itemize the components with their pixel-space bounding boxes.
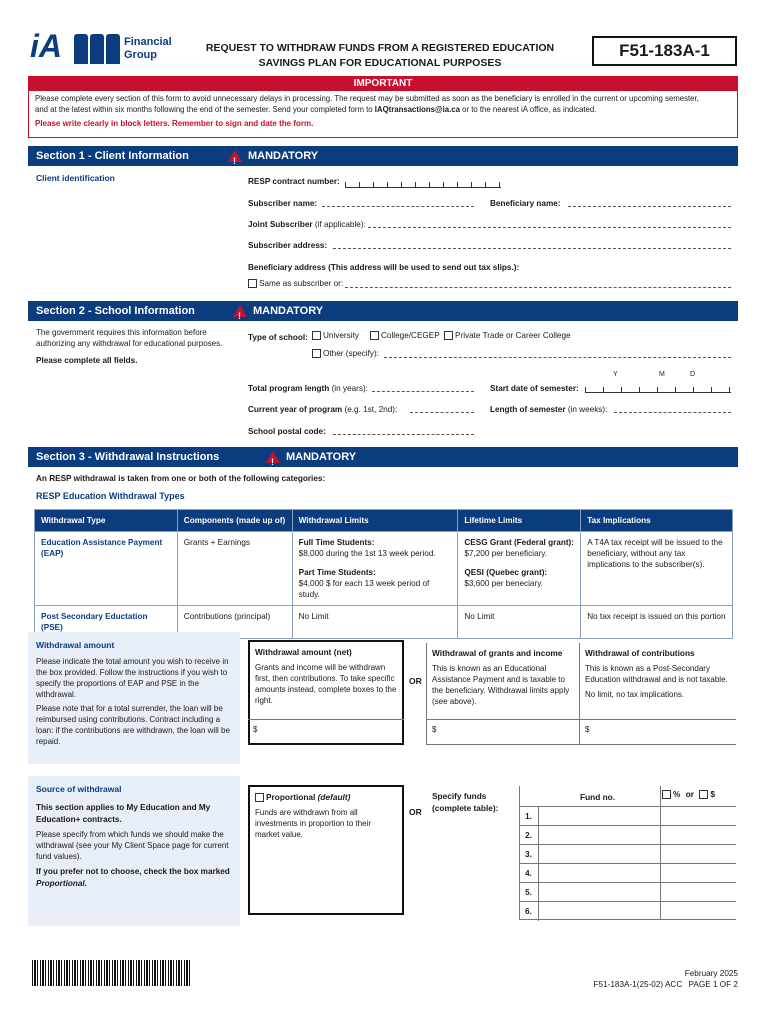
source-heading: Source of withdrawal	[36, 784, 122, 794]
logo-text-2: Group	[124, 49, 157, 61]
current-year-note: (e.g. 1st, 2nd):	[344, 405, 398, 414]
fund-no-header: Fund no.	[580, 792, 616, 802]
semester-length-note: (in weeks):	[567, 405, 608, 414]
resp-contract-field[interactable]	[345, 179, 501, 188]
date-y-label: Y	[613, 371, 618, 378]
important-text-2a: and at the latest within six months following the end of the semester. Send your completed form to	[35, 105, 375, 114]
warning-icon	[228, 150, 242, 162]
fund-row-number: 1.	[519, 807, 539, 826]
same-as-subscriber-label: Same as subscriber or:	[259, 279, 344, 288]
subscriber-name-field[interactable]	[322, 199, 474, 207]
withdrawal-amount-text-1: Please indicate the total amount you wish to receive in the box provided. Follow the instructions if you wish to specify the proportions of EAP and PSE in the withdrawal.	[36, 657, 229, 699]
current-year-field[interactable]	[410, 405, 474, 413]
fund-row[interactable]	[519, 844, 736, 863]
section1-mandatory-wrap	[228, 146, 318, 166]
important-text-2b: or to the nearest iA office, as indicated.	[459, 105, 597, 114]
footer-code-line	[540, 979, 738, 990]
total-length-main: Total program length	[248, 384, 330, 393]
table-header: Lifetime Limits	[458, 510, 581, 532]
joint-subscriber-label-main: Joint Subscriber	[248, 220, 313, 229]
eap-limits	[292, 532, 458, 606]
net-amount-title: Withdrawal amount (net)	[255, 647, 352, 657]
joint-subscriber-label	[248, 220, 366, 229]
start-date-field[interactable]	[585, 383, 731, 393]
footer-code: F51-183A-1(25-02) ACC	[593, 980, 683, 989]
proportional-checkbox[interactable]	[255, 793, 264, 802]
beneficiary-address-field[interactable]	[345, 280, 731, 288]
logo-text-1: Financial	[124, 36, 172, 48]
grants-text: This is known as an Educational Assistance Payment and is taxable to the beneficiary. Withdrawal limits apply (see above).	[432, 664, 570, 706]
table-header: Withdrawal Type	[35, 510, 178, 532]
private-label: Private Trade or Career College	[455, 331, 571, 340]
total-length-field[interactable]	[372, 384, 474, 392]
footer	[540, 968, 738, 990]
unit-header	[662, 789, 715, 799]
dollar-label: $	[710, 789, 715, 799]
net-amount-field[interactable]	[248, 719, 404, 745]
source-specify-text: Please specify from which funds we should make the withdrawal (see your My Client Space page for current fund values).	[36, 830, 229, 861]
school-university[interactable]	[312, 331, 359, 340]
withdrawal-amount-heading: Withdrawal amount	[36, 640, 115, 650]
school-other[interactable]	[312, 349, 379, 358]
contrib-dollar: $	[585, 725, 590, 734]
barcode	[32, 960, 192, 986]
logo-brand: iA	[30, 28, 62, 64]
total-length-note: (in years):	[331, 384, 368, 393]
important-email[interactable]: IAQtransactions@ia.ca	[374, 105, 460, 114]
net-dollar: $	[253, 725, 258, 734]
parttime-value: $4,000 $ for each 13 week period of study.	[298, 579, 430, 599]
school-gov-text: The government requires this information before authorizing any withdrawal for educational purposes.	[36, 328, 223, 348]
grants-field[interactable]	[426, 719, 579, 745]
eap-lifetime	[458, 532, 581, 606]
fund-row[interactable]	[519, 882, 736, 901]
proportional-option[interactable]	[255, 792, 397, 802]
warning-icon	[266, 451, 280, 463]
page-title	[180, 41, 580, 71]
proportional-default: (default)	[317, 792, 351, 802]
current-year-main: Current year of program	[248, 405, 343, 414]
fulltime-value: $8,000 during the 1st 13 week period.	[298, 549, 436, 558]
or-small: or	[685, 789, 695, 799]
source-prefer-a: If you prefer not to choose, check the box marked	[36, 867, 230, 876]
eap-components: Grants + Earnings	[177, 532, 292, 606]
source-prefer-b: Proportional.	[36, 879, 87, 888]
footer-date: February 2025	[684, 969, 738, 978]
subscriber-address-label: Subscriber address:	[248, 241, 328, 250]
subscriber-address-field[interactable]	[333, 241, 731, 249]
beneficiary-name-field[interactable]	[568, 199, 731, 207]
logo	[30, 30, 180, 70]
school-complete-all: Please complete all fields.	[36, 356, 138, 365]
table-header: Withdrawal Limits	[292, 510, 458, 532]
pse-limit: No Limit	[292, 606, 458, 639]
table-header: Tax Implications	[581, 510, 733, 532]
qesi-value: $3,600 per beneciary.	[464, 579, 543, 588]
fund-row[interactable]	[519, 806, 736, 825]
page-title-line2: SAVINGS PLAN FOR EDUCATIONAL PURPOSES	[258, 57, 502, 69]
proportional-text: Funds are withdrawn from all investments in proportion to their market value.	[255, 808, 372, 840]
type-of-school-label: Type of school:	[248, 333, 308, 342]
total-length-label	[248, 384, 368, 393]
proportional-label: Proportional	[266, 792, 316, 802]
source-prefer	[36, 866, 232, 890]
pse-tax: No tax receipt is issued on this portion	[581, 606, 733, 639]
source-panel	[28, 776, 240, 926]
beneficiary-address-label: Beneficiary address (This address will be used to send out tax slips.):	[248, 263, 520, 272]
types-heading: RESP Education Withdrawal Types	[36, 491, 185, 501]
withdrawal-amount-text-2: Please note that for a total surrender, the loan will be reimbursed using contributions. Contract including a loan: if the contributions are withdrawn, the loan will be repaid.	[36, 704, 230, 746]
parttime-label: Part Time Students:	[298, 568, 376, 577]
proportional-box	[248, 785, 404, 915]
school-college[interactable]	[370, 331, 440, 340]
contrib-title: Withdrawal of contributions	[585, 648, 695, 658]
important-text-1: Please complete every section of this form to avoid unnecessary delays in processing. The request may be submitted as soon as the beneficiary is enrolled in the current or upcoming semester,	[35, 94, 699, 103]
section1-mandatory: MANDATORY	[248, 150, 319, 162]
date-d-label: D	[690, 371, 696, 378]
contrib-text-2: No limit, no tax implications.	[585, 690, 685, 699]
same-as-subscriber-checkbox[interactable]	[248, 279, 257, 288]
contrib-text-1: This is known as a Post-Secondary Education withdrawal and is not taxable.	[585, 664, 728, 684]
contrib-field[interactable]	[579, 719, 736, 745]
beneficiary-name-label: Beneficiary name:	[490, 199, 561, 208]
fund-row-number: 2.	[519, 826, 539, 845]
resp-contract-label: RESP contract number:	[248, 177, 340, 186]
same-as-subscriber[interactable]	[248, 279, 343, 288]
pse-lifetime: No Limit	[458, 606, 581, 639]
other-field[interactable]	[384, 350, 731, 358]
eap-type: Education Assistance Payment (EAP)	[35, 532, 178, 606]
fund-row[interactable]	[519, 863, 736, 882]
other-label: Other (specify):	[323, 349, 379, 358]
college-checkbox[interactable]	[370, 331, 379, 340]
important-box	[28, 76, 738, 138]
table-header-row	[35, 510, 733, 532]
fund-row[interactable]	[519, 901, 736, 920]
footer-page: PAGE 1 OF 2	[688, 980, 738, 989]
percent-label: %	[673, 789, 681, 799]
warning-icon	[233, 305, 247, 317]
important-text-2	[29, 104, 737, 115]
table-header: Components (made up of)	[177, 510, 292, 532]
fulltime-label: Full Time Students:	[298, 538, 375, 547]
grants-title: Withdrawal of grants and income	[432, 648, 563, 658]
dollar-checkbox[interactable]	[699, 790, 708, 799]
withdrawal-types-table	[34, 509, 733, 639]
eap-tax: A T4A tax receipt will be issued to the beneficiary, without any tax implications to the subscriber(s).	[581, 532, 733, 606]
other-checkbox[interactable]	[312, 349, 321, 358]
net-amount-text: Grants and income will be withdrawn first, then contributions. To take specific amounts instead, complete boxes to the right.	[255, 663, 397, 705]
section2-bar	[28, 301, 738, 321]
percent-checkbox[interactable]	[662, 790, 671, 799]
section3-mandatory-wrap	[266, 447, 356, 467]
subscriber-name-label: Subscriber name:	[248, 199, 318, 208]
fund-row-number: 6.	[519, 902, 539, 921]
page-title-line1: REQUEST TO WITHDRAW FUNDS FROM A REGISTERED EDUCATION	[205, 42, 555, 54]
private-checkbox[interactable]	[444, 331, 453, 340]
semester-length-field[interactable]	[614, 405, 731, 413]
pse-type: Post Secondary Eductation (PSE)	[35, 606, 178, 639]
fund-row-number: 5.	[519, 883, 539, 902]
withdrawal-amount-panel	[28, 632, 240, 764]
pse-components: Contributions (principal)	[177, 606, 292, 639]
important-notice: Please write clearly in block letters. Remember to sign and date the form.	[35, 119, 314, 128]
qesi-label: QESI (Quebec grant):	[464, 568, 548, 577]
or-label-2: OR	[409, 807, 422, 817]
postal-code-label: School postal code:	[248, 427, 326, 436]
college-label: College/CEGEP	[381, 331, 440, 340]
source-applies: This section applies to My Education and My Education+ contracts.	[36, 803, 211, 824]
client-identification-label: Client identification	[36, 173, 115, 183]
or-label-1: OR	[409, 676, 422, 686]
section3-title: Section 3 - Withdrawal Instructions	[36, 451, 220, 463]
fund-row-number: 4.	[519, 864, 539, 883]
section2-title: Section 2 - School Information	[36, 305, 195, 317]
section3-intro: An RESP withdrawal is taken from one or both of the following categories:	[36, 474, 326, 483]
section2-mandatory: MANDATORY	[253, 305, 324, 317]
section2-mandatory-wrap	[233, 301, 323, 321]
section1-title: Section 1 - Client Information	[36, 150, 189, 162]
logo-mark	[74, 34, 120, 64]
postal-code-field[interactable]	[333, 427, 474, 435]
date-m-label: M	[659, 371, 665, 378]
university-checkbox[interactable]	[312, 331, 321, 340]
current-year-label	[248, 405, 397, 414]
semester-length-label	[490, 405, 607, 414]
fund-row[interactable]	[519, 825, 736, 844]
grants-dollar: $	[432, 725, 437, 734]
start-date-label: Start date of semester:	[490, 384, 579, 393]
university-label: University	[323, 331, 359, 340]
specify-funds-label: Specify funds (complete table):	[432, 791, 499, 813]
semester-length-main: Length of semester	[490, 405, 566, 414]
cesg-label: CESG Grant (Federal grant):	[464, 538, 574, 547]
form-code: F51-183A-1	[592, 36, 737, 66]
net-amount-box	[248, 640, 404, 745]
joint-subscriber-field[interactable]	[368, 220, 731, 228]
table-row	[35, 532, 733, 606]
cesg-value: $7,200 per beneficiary.	[464, 549, 548, 558]
school-private[interactable]	[444, 331, 571, 340]
joint-subscriber-note: (if applicable):	[314, 220, 366, 229]
section3-mandatory: MANDATORY	[286, 451, 357, 463]
section1-bar	[28, 146, 738, 166]
fund-row-number: 3.	[519, 845, 539, 864]
section3-bar	[28, 447, 738, 467]
important-heading: IMPORTANT	[29, 77, 737, 91]
